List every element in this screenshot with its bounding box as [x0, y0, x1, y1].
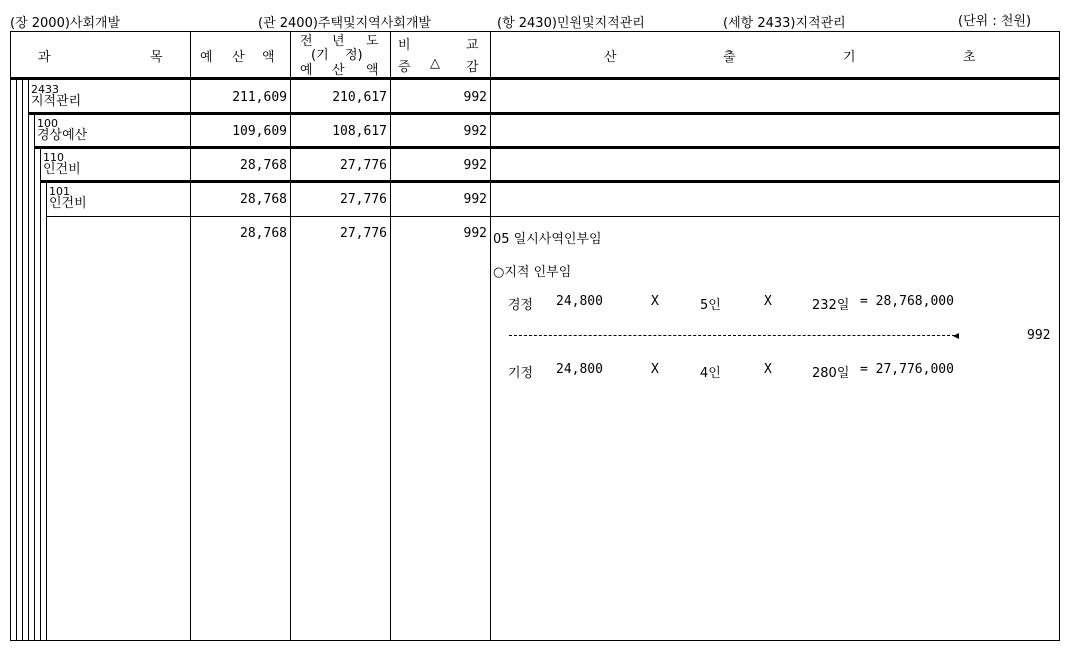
- row-diff: 992: [463, 192, 487, 207]
- dashed-divider: [509, 335, 955, 336]
- header-basis-1: 산: [604, 50, 617, 65]
- dash-diff-value: 992: [1027, 328, 1051, 343]
- detail-item: ○지적 인부임: [493, 265, 572, 280]
- row-diff: 992: [463, 158, 487, 173]
- header-budget-1: 예: [200, 50, 213, 65]
- row-diff: 992: [463, 124, 487, 139]
- header-budget-2: 산: [232, 50, 245, 65]
- row-prev: 108,617: [332, 124, 387, 139]
- header-compare-5: 감: [466, 60, 479, 75]
- sehang-label: (세항 2433)지적관리: [723, 16, 846, 31]
- header-subject-b: 목: [150, 50, 163, 65]
- detail-title: 05 일시사역인부임: [493, 232, 602, 247]
- row-code: 2433: [31, 83, 59, 96]
- header-budget-3: 액: [262, 50, 275, 65]
- header-basis-3: 기: [843, 50, 856, 65]
- row-name: 지적관리: [31, 94, 82, 109]
- header-compare-4: △: [430, 56, 440, 71]
- calc-times: X: [764, 294, 772, 309]
- row-prev: 210,617: [332, 90, 387, 105]
- calc-times: X: [651, 362, 659, 377]
- row-budget: 28,768: [240, 192, 287, 207]
- header-prev-6: 예: [300, 63, 313, 78]
- header-prev-3: 도: [366, 34, 379, 49]
- row-budget: 109,609: [232, 124, 287, 139]
- header-basis-4: 초: [963, 50, 976, 65]
- calc-times: X: [651, 294, 659, 309]
- jang-label: (장 2000)사회개발: [10, 16, 121, 31]
- header-compare-1: 비: [398, 38, 411, 53]
- header-prev-8: 액: [366, 63, 379, 78]
- hang-label: (항 2430)민원및지적관리: [497, 16, 645, 31]
- row-code: 110: [43, 151, 64, 164]
- calc-times: X: [764, 362, 772, 377]
- calc-count: 5인: [700, 298, 721, 313]
- header-compare-2: 교: [466, 38, 479, 53]
- arrow-icon: [953, 333, 959, 339]
- detail-diff: 992: [463, 226, 487, 241]
- unit-label: (단위 : 천원): [958, 14, 1032, 29]
- calc-total: = 27,776,000: [860, 362, 954, 377]
- calc-count: 4인: [700, 366, 721, 381]
- calc-days: 232일: [812, 298, 850, 313]
- detail-prev: 27,776: [340, 226, 387, 241]
- header-prev-7: 산: [332, 63, 345, 78]
- row-name: 인건비: [49, 196, 87, 211]
- row-prev: 27,776: [340, 158, 387, 173]
- calc-price: 24,800: [556, 362, 603, 377]
- calc-label: 기정: [508, 366, 534, 381]
- header-prev-5: 정): [345, 48, 363, 63]
- row-name: 경상예산: [37, 128, 88, 143]
- row-code: 100: [37, 117, 58, 130]
- row-diff: 992: [463, 90, 487, 105]
- row-budget: 28,768: [240, 158, 287, 173]
- row-prev: 27,776: [340, 192, 387, 207]
- calc-days: 280일: [812, 366, 850, 381]
- gwan-label: (관 2400)주택및지역사회개발: [258, 16, 431, 31]
- calc-label: 경정: [508, 298, 534, 313]
- row-budget: 211,609: [232, 90, 287, 105]
- calc-total: = 28,768,000: [860, 294, 954, 309]
- row-code: 101: [49, 185, 70, 198]
- detail-budget: 28,768: [240, 226, 287, 241]
- header-prev-4: (기: [311, 48, 329, 63]
- calc-price: 24,800: [556, 294, 603, 309]
- header-subject-a: 과: [38, 50, 51, 65]
- header-basis-2: 출: [723, 50, 736, 65]
- header-prev-1: 전: [300, 34, 313, 49]
- header-compare-3: 증: [398, 60, 411, 75]
- row-name: 인건비: [43, 162, 81, 177]
- header-prev-2: 년: [332, 34, 345, 49]
